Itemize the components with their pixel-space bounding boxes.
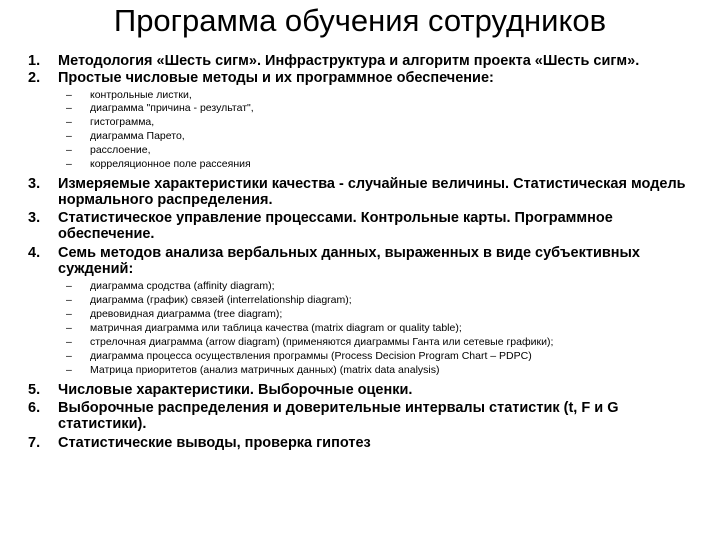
- sub-item-text: диаграмма "причина - результат",: [90, 102, 254, 114]
- item-number: 6.: [28, 400, 41, 416]
- dash-bullet: –: [66, 308, 72, 320]
- dash-bullet: –: [66, 89, 72, 101]
- item-text: Выборочные распределения и доверительные интервалы статистик (t, F и G статистики).: [58, 400, 619, 432]
- sub-item-text: диаграмма (график) связей (interrelationship diagram);: [90, 294, 352, 306]
- page-title: Программа обучения сотрудников: [113, 3, 607, 38]
- item-number: 4.: [28, 245, 41, 261]
- item-number: 3.: [28, 176, 41, 192]
- dash-bullet: –: [66, 116, 72, 128]
- item-number: 5.: [28, 382, 41, 398]
- dash-bullet: –: [66, 294, 72, 306]
- dash-bullet: –: [66, 350, 72, 362]
- item-text: Простые числовые методы и их программное обеспечение:: [58, 70, 494, 86]
- item-text: Числовые характеристики. Выборочные оценки.: [58, 382, 413, 398]
- dash-bullet: –: [66, 322, 72, 334]
- sub-item-text: расслоение,: [90, 144, 151, 156]
- dash-bullet: –: [66, 364, 72, 376]
- item-number: 7.: [28, 435, 41, 451]
- dash-bullet: –: [66, 102, 72, 114]
- sub-item-text: древовидная диаграмма (tree diagram);: [90, 308, 283, 320]
- dash-bullet: –: [66, 130, 72, 142]
- sub-item-text: гистограмма,: [90, 116, 155, 128]
- item-text: Статистические выводы, проверка гипотез: [58, 435, 371, 451]
- item-number: 3.: [28, 210, 41, 226]
- sub-item-text: диаграмма Парето,: [90, 130, 185, 142]
- sub-item-text: корреляционное поле рассеяния: [90, 158, 251, 170]
- sub-item-text: матричная диаграмма или таблица качества (matrix diagram or quality table);: [90, 322, 462, 334]
- sub-item-text: стрелочная диаграмма (arrow diagram) (применяются диаграммы Ганта или сетевые графики);: [90, 336, 554, 348]
- sub-item-text: диаграмма процесса осуществления программы (Process Decision Program Chart – PDPC): [90, 350, 532, 362]
- item-number: 1.: [28, 53, 41, 69]
- item-text: Методология «Шесть сигм». Инфраструктура и алгоритм проекта «Шесть сигм».: [58, 53, 640, 69]
- dash-bullet: –: [66, 144, 72, 156]
- sub-item-text: Матрица приоритетов (анализ матричных данных) (matrix data analysis): [90, 364, 440, 376]
- dash-bullet: –: [66, 336, 72, 348]
- item-text: Семь методов анализа вербальных данных, выраженных в виде субъективных суждений:: [58, 245, 640, 277]
- item-number: 2.: [28, 70, 41, 86]
- dash-bullet: –: [66, 280, 72, 292]
- item-text: Измеряемые характеристики качества - случайные величины. Статистическая модель нормального распределения.: [58, 176, 686, 208]
- item-text: Статистическое управление процессами. Контрольные карты. Программное обеспечение.: [58, 210, 613, 242]
- dash-bullet: –: [66, 158, 72, 170]
- sub-item-text: контрольные листки,: [90, 89, 192, 101]
- sub-item-text: диаграмма сродства (affinity diagram);: [90, 280, 275, 292]
